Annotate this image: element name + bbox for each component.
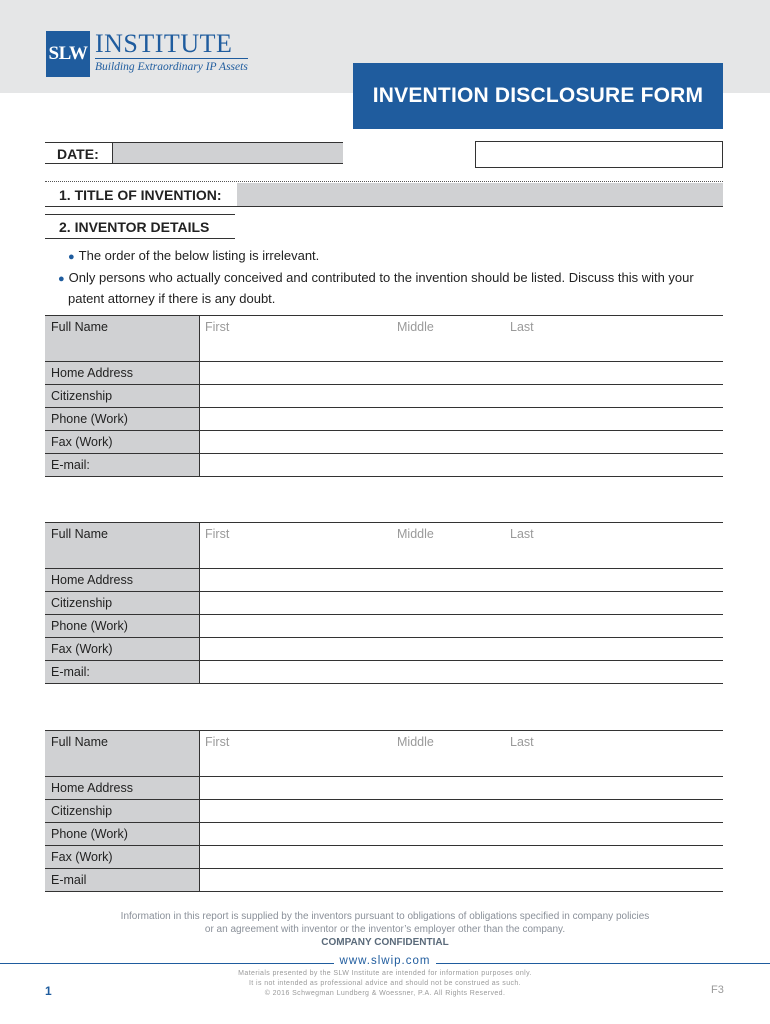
row-label: E-mail	[45, 869, 200, 891]
citizenship-input[interactable]	[200, 385, 723, 407]
table-row	[45, 523, 723, 569]
inventor-table-2	[45, 522, 723, 684]
row-label: E-mail:	[45, 661, 200, 683]
first-placeholder: First	[205, 527, 230, 541]
confidential-label: COMPANY CONFIDENTIAL	[321, 937, 449, 948]
table-row	[45, 431, 723, 454]
home-address-input[interactable]	[200, 362, 723, 384]
disclaimer	[0, 910, 770, 949]
date-input[interactable]	[113, 143, 343, 163]
table-row	[45, 592, 723, 615]
table-row	[45, 316, 723, 362]
table-row	[45, 661, 723, 684]
logo-mark: SLW	[46, 31, 90, 77]
middle-placeholder: Middle	[397, 735, 434, 749]
row-label: Fax (Work)	[45, 846, 200, 868]
title-label: 1. TITLE OF INVENTION:	[59, 187, 222, 203]
bullet-icon: ●	[68, 251, 75, 263]
website-link[interactable]: www.slwip.com	[334, 955, 437, 967]
instruction-item: ● The order of the below listing is irrelevant.	[68, 248, 320, 263]
row-label: Phone (Work)	[45, 408, 200, 430]
slw-logo	[46, 31, 248, 77]
table-row	[45, 731, 723, 777]
row-label: Fax (Work)	[45, 638, 200, 660]
citizenship-input[interactable]	[200, 592, 723, 614]
form-title: INVENTION DISCLOSURE FORM	[353, 63, 723, 129]
table-row	[45, 846, 723, 869]
table-row	[45, 408, 723, 431]
email-input[interactable]	[200, 661, 723, 683]
fine-print-line: © 2016 Schwegman Lundberg & Woessner, P.A. All Rights Reserved.	[264, 990, 506, 997]
row-label: Home Address	[45, 362, 200, 384]
instructions	[58, 246, 728, 309]
home-address-input[interactable]	[200, 569, 723, 591]
phone-input[interactable]	[200, 615, 723, 637]
date-label: DATE:	[45, 143, 113, 163]
phone-input[interactable]	[200, 823, 723, 845]
first-placeholder: First	[205, 320, 230, 334]
reference-box[interactable]	[475, 141, 723, 168]
last-placeholder: Last	[510, 735, 534, 749]
table-row	[45, 569, 723, 592]
row-label: Citizenship	[45, 592, 200, 614]
divider	[45, 181, 723, 182]
page-number: 1	[45, 984, 52, 998]
full-name-input[interactable]	[200, 731, 723, 776]
table-row	[45, 454, 723, 477]
form-code: F3	[711, 984, 724, 996]
title-input[interactable]	[237, 183, 723, 206]
fax-input[interactable]	[200, 638, 723, 660]
row-label: Home Address	[45, 777, 200, 799]
fine-print	[0, 969, 770, 999]
row-label: Full Name	[45, 316, 200, 361]
citizenship-input[interactable]	[200, 800, 723, 822]
row-label: Citizenship	[45, 800, 200, 822]
row-label: Full Name	[45, 731, 200, 776]
website	[0, 955, 770, 967]
bullet-icon: ●	[58, 273, 65, 285]
last-placeholder: Last	[510, 320, 534, 334]
fine-print-line: Materials presented by the SLW Institute are intended for information purposes only.	[238, 970, 532, 977]
logo-tagline: Building Extraordinary IP Assets	[95, 61, 248, 73]
row-label: Home Address	[45, 569, 200, 591]
table-row	[45, 362, 723, 385]
full-name-input[interactable]	[200, 316, 723, 361]
row-label: Full Name	[45, 523, 200, 568]
title-row	[45, 183, 723, 207]
row-label: Citizenship	[45, 385, 200, 407]
table-row	[45, 869, 723, 892]
phone-input[interactable]	[200, 408, 723, 430]
row-label: Phone (Work)	[45, 823, 200, 845]
full-name-input[interactable]	[200, 523, 723, 568]
logo-name: INSTITUTE	[95, 31, 248, 59]
disclaimer-line: Information in this report is supplied by the inventors pursuant to obligations of obligations specified in company policies	[120, 911, 650, 922]
table-row	[45, 823, 723, 846]
date-row	[45, 142, 343, 164]
first-placeholder: First	[205, 735, 230, 749]
last-placeholder: Last	[510, 527, 534, 541]
table-row	[45, 638, 723, 661]
email-input[interactable]	[200, 869, 723, 891]
table-row	[45, 800, 723, 823]
home-address-input[interactable]	[200, 777, 723, 799]
inventor-table-3	[45, 730, 723, 892]
fax-input[interactable]	[200, 846, 723, 868]
table-row	[45, 615, 723, 638]
row-label: Phone (Work)	[45, 615, 200, 637]
row-label: E-mail:	[45, 454, 200, 476]
table-row	[45, 385, 723, 408]
email-input[interactable]	[200, 454, 723, 476]
row-label: Fax (Work)	[45, 431, 200, 453]
middle-placeholder: Middle	[397, 320, 434, 334]
disclaimer-line: or an agreement with inventor or the inventor’s employer other than the company.	[204, 924, 566, 935]
inventor-table-1	[45, 315, 723, 477]
inventor-section-heading: 2. INVENTOR DETAILS	[45, 214, 235, 239]
logo-wordmark	[95, 31, 248, 73]
fax-input[interactable]	[200, 431, 723, 453]
fine-print-line: It is not intended as professional advice and should not be construed as such.	[248, 980, 522, 987]
middle-placeholder: Middle	[397, 527, 434, 541]
instruction-item: ● Only persons who actually conceived and contributed to the invention should be listed. Discuss this with your patent attorney if there is any doubt.	[58, 270, 694, 306]
table-row	[45, 777, 723, 800]
